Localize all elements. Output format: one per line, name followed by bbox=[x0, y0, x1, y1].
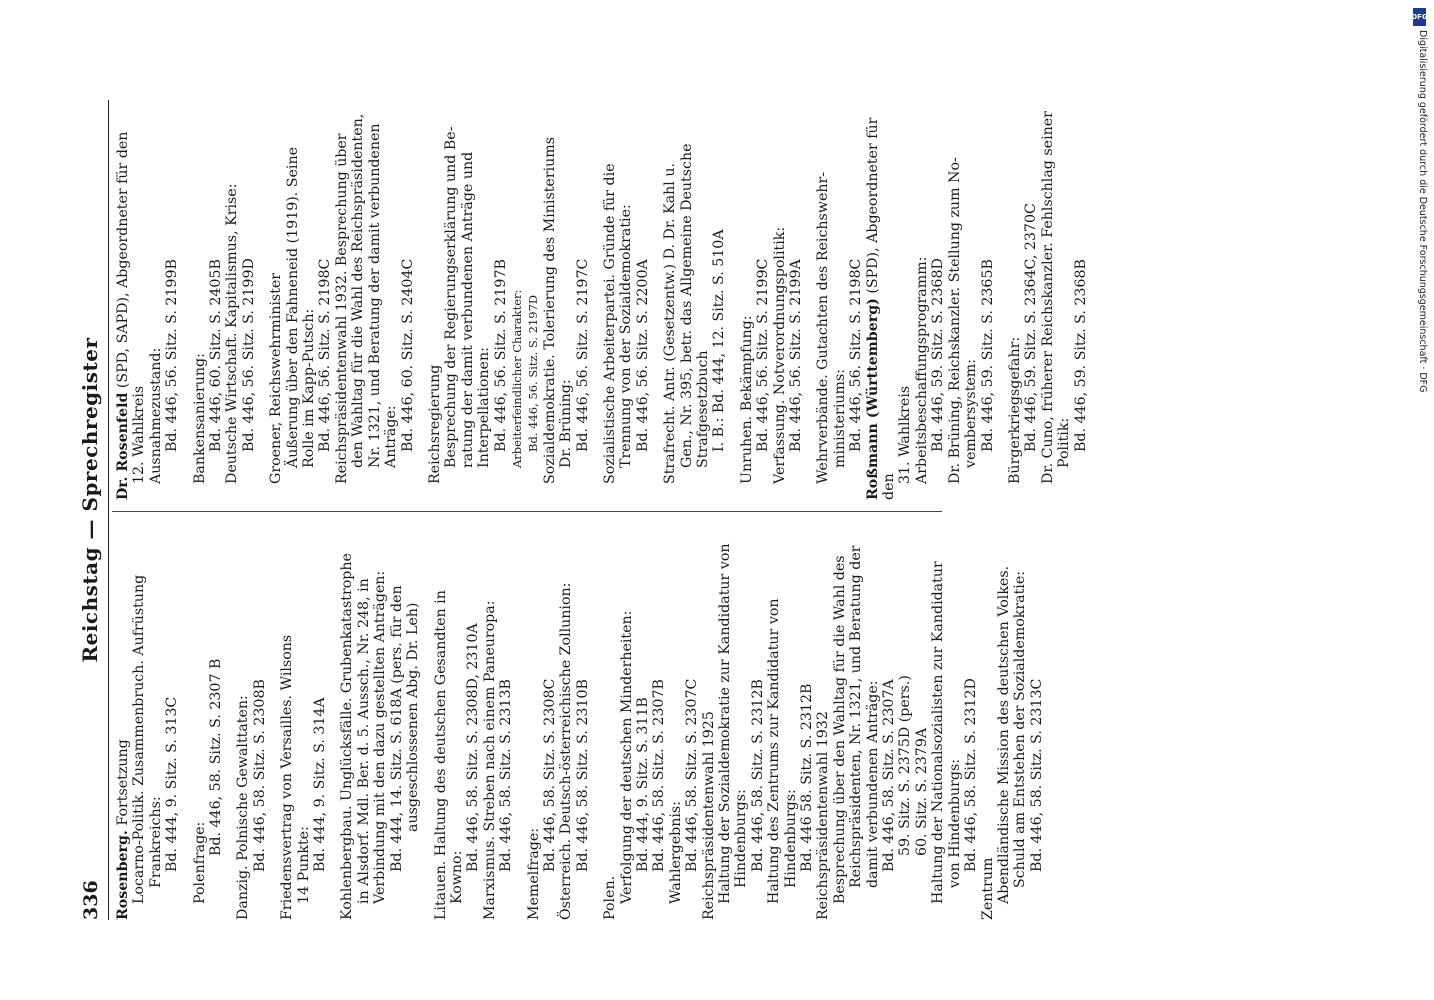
register-text: Danzig. Polnische Gewalttaten: bbox=[235, 695, 252, 920]
register-text: Gen., Nr. 395, betr. das Allgemeine Deutsche bbox=[678, 143, 695, 468]
register-line bbox=[498, 520, 514, 920]
register-line bbox=[865, 100, 898, 500]
entry-gap bbox=[416, 100, 427, 500]
register-line bbox=[947, 100, 963, 500]
register-text: Sozialdemokratie. Tolerierung des Ministeriums bbox=[541, 136, 558, 484]
register-line bbox=[733, 520, 749, 920]
register-line bbox=[383, 100, 399, 500]
register-line bbox=[651, 520, 667, 920]
register-line bbox=[372, 520, 388, 920]
register-text: Bd. 444, 14. Sitz. S. 618A (pers. für den bbox=[388, 585, 405, 872]
register-line bbox=[465, 520, 481, 920]
register-line bbox=[542, 520, 558, 920]
register-text: Strafgesetzbuch bbox=[695, 350, 711, 468]
register-line bbox=[558, 520, 574, 920]
column-divider bbox=[112, 511, 942, 512]
register-line bbox=[208, 100, 224, 500]
entry-gap bbox=[328, 520, 339, 920]
register-text: Bd. 446, 58. Sitz. S. 2308C bbox=[541, 678, 558, 872]
register-line bbox=[963, 520, 979, 920]
register-line bbox=[317, 100, 333, 500]
register-text: Politik: bbox=[1056, 417, 1073, 468]
register-line bbox=[701, 520, 717, 920]
register-text: Bd. 446, 58. Sitz. S. 2313C bbox=[1028, 678, 1045, 872]
page-number: 336 bbox=[80, 880, 102, 920]
register-line bbox=[788, 100, 804, 500]
register-line bbox=[131, 100, 147, 500]
entry-gap bbox=[181, 100, 192, 500]
register-line bbox=[914, 520, 930, 920]
entry-gap bbox=[181, 520, 192, 920]
register-text: Zentrum bbox=[979, 857, 996, 920]
register-text: Bd. 446, 59. Sitz. S. 2364C, 2370C bbox=[1023, 203, 1040, 452]
right-column bbox=[115, 100, 1089, 500]
register-text: Abendländische Mission des deutschen Volkes. bbox=[995, 565, 1012, 904]
register-line bbox=[996, 520, 1012, 920]
running-head: Reichstag — Sprechregister bbox=[78, 337, 102, 663]
register-line bbox=[865, 520, 881, 920]
register-text: Rolle im Kapp-Putsch: bbox=[301, 308, 318, 468]
register-text: Schuld am Entstehen der Sozialdemokratie: bbox=[1012, 570, 1029, 888]
register-text: Bd. 446, 56. Sitz. S. 2197D bbox=[526, 294, 541, 452]
register-text: Bd. 446, 56. Sitz. S. 2199C bbox=[755, 258, 772, 452]
register-line bbox=[963, 100, 979, 500]
register-line bbox=[241, 100, 257, 500]
register-line bbox=[449, 520, 465, 920]
register-text: Haltung der Sozialdemokratie zur Kandidatur von bbox=[717, 543, 733, 904]
register-line bbox=[832, 100, 848, 500]
register-line bbox=[755, 100, 771, 500]
register-line bbox=[602, 100, 618, 500]
header-rule bbox=[108, 100, 109, 920]
register-text: Bd. 446, 58. Sitz. S. 2308D, 2310A bbox=[465, 623, 482, 872]
register-line bbox=[148, 100, 164, 500]
register-text: Polen. bbox=[602, 875, 619, 920]
register-line bbox=[339, 520, 355, 920]
register-text: Haltung des Zentrums zur Kandidatur von bbox=[766, 598, 783, 904]
register-line bbox=[296, 520, 312, 920]
register-text: Bd. 446, 56. Sitz. S. 2199B bbox=[164, 259, 181, 452]
register-text: Hindenburgs: bbox=[733, 789, 750, 888]
register-line bbox=[252, 520, 268, 920]
register-line bbox=[930, 100, 946, 500]
entry-gap bbox=[591, 100, 602, 500]
register-text: ministeriums: bbox=[831, 368, 848, 468]
register-text: vembersystem: bbox=[963, 358, 980, 468]
register-line bbox=[619, 520, 635, 920]
register-text: Ausnahmezustand: bbox=[147, 347, 164, 484]
register-line bbox=[542, 100, 558, 500]
register-line bbox=[668, 520, 684, 920]
register-text: Reichspräsidentenwahl 1932. Besprechung über bbox=[333, 133, 350, 484]
register-text: Bd. 446, 58. Sitz. S. 2307 B bbox=[208, 658, 225, 856]
register-line bbox=[350, 100, 366, 500]
register-text: Nr. 1321, und Beratung der damit verbundenen bbox=[366, 123, 383, 468]
entry-gap bbox=[591, 520, 602, 920]
register-text: Verfolgung der deutschen Minderheiten: bbox=[618, 610, 635, 904]
register-text: Verfassung. Notverordnungspolitik: bbox=[771, 226, 788, 484]
register-text: Interpellationen: bbox=[476, 347, 493, 468]
entry-gap bbox=[257, 100, 268, 500]
register-line bbox=[799, 520, 815, 920]
register-text: Friedensvertrag von Versailles. Wilsons bbox=[279, 634, 296, 920]
register-line bbox=[433, 520, 449, 920]
register-text: Dr. Cuno, früherer Reichskanzler. Fehlschlag seiner bbox=[1039, 111, 1056, 484]
register-text: Bd. 446, 56. Sitz. S. 2200A bbox=[634, 259, 651, 452]
register-text: ausgeschlossenen Abg. Dr. Leh) bbox=[405, 602, 422, 832]
register-line bbox=[832, 520, 848, 920]
register-text: Besprechung über den Wahltag für die Wahl des bbox=[831, 555, 848, 904]
register-line bbox=[897, 520, 913, 920]
register-line bbox=[131, 520, 147, 920]
register-text: Marxismus. Streben nach einem Paneuropa: bbox=[481, 600, 498, 920]
register-line bbox=[192, 100, 208, 500]
register-text: Reichsregierung bbox=[426, 364, 443, 484]
register-text: 31. Wahlkreis bbox=[897, 385, 914, 484]
entry-gap bbox=[515, 520, 526, 920]
register-text: Bd. 446, 58. Sitz. S. 2308B bbox=[251, 679, 268, 872]
register-text: 14 Punkte: bbox=[295, 826, 312, 904]
register-text: Österreich. Deutsch-österreichische Zollunion: bbox=[558, 582, 575, 920]
register-text: I. B.: Bd. 444, 12. Sitz. S. 510A bbox=[711, 229, 728, 452]
register-text: Bd. 446 58. Sitz. S. 2312B bbox=[799, 683, 816, 872]
register-line bbox=[1073, 100, 1089, 500]
register-text: Bd. 446, 60. Sitz. S. 2404C bbox=[399, 258, 416, 452]
register-text: Äußerung über den Fahneneid (1919). Seine bbox=[284, 147, 301, 468]
register-line bbox=[930, 520, 946, 920]
register-line bbox=[164, 520, 180, 920]
register-text: Fortsetzung bbox=[115, 739, 131, 831]
register-line bbox=[482, 520, 498, 920]
register-text: Wahlergebnis: bbox=[667, 801, 684, 904]
register-text: Wehrverbände. Gutachten des Reichswehr- bbox=[815, 171, 832, 484]
register-text: Anträge: bbox=[383, 405, 400, 468]
register-text: von Hindenburgs: bbox=[946, 758, 963, 888]
register-text: Arbeitsbeschaffungsprogramm: bbox=[913, 256, 930, 484]
register-line bbox=[268, 100, 284, 500]
register-text: Frankreichs: bbox=[147, 796, 164, 888]
register-line bbox=[192, 520, 208, 920]
register-text: Arbeiterfeindlicher Charakter: bbox=[509, 289, 524, 468]
register-text: Trennung von der Sozialdemokratie: bbox=[618, 204, 635, 468]
register-line bbox=[164, 100, 180, 500]
register-text: Kohlenbergbau. Unglücksfälle. Grubenkatastrophe bbox=[339, 553, 356, 920]
register-line bbox=[684, 520, 700, 920]
entry-gap bbox=[996, 100, 1007, 500]
register-text: Kowno: bbox=[448, 850, 465, 904]
register-text: Dr. Brüning, Reichskanzler. Stellung zum No- bbox=[946, 157, 963, 484]
register-line bbox=[679, 100, 695, 500]
register-text: Polenfrage: bbox=[191, 821, 208, 904]
entry-gap bbox=[268, 520, 279, 920]
register-line bbox=[115, 100, 131, 500]
register-line bbox=[711, 100, 727, 500]
register-line bbox=[1056, 100, 1072, 500]
register-line bbox=[389, 520, 405, 920]
register-text: (SPD), Abgeordneter für den bbox=[864, 117, 898, 500]
speaker-name: Dr. Rosenfeld bbox=[115, 392, 131, 500]
register-line bbox=[558, 100, 574, 500]
speaker-name: Rosenberg. bbox=[115, 830, 131, 920]
register-line bbox=[405, 520, 421, 920]
register-text: Bd. 444, 9. Sitz. S. 314A bbox=[312, 697, 329, 872]
margin-strip bbox=[1410, 0, 1434, 1000]
register-line bbox=[400, 100, 416, 500]
register-line bbox=[312, 520, 328, 920]
entry-gap bbox=[224, 520, 235, 920]
register-text: Bd. 446, 56. Sitz. S. 2197B bbox=[492, 259, 509, 452]
register-line bbox=[772, 100, 788, 500]
digitization-credit: Digitalisierung gefördert durch die Deutsche Forschungsgemeinschaft · DFG bbox=[1417, 30, 1428, 393]
register-line bbox=[460, 100, 476, 500]
register-text: Reichspräsidentenwahl 1925 bbox=[700, 711, 717, 920]
register-text: Bd. 446, 58. Sitz. S. 2310B bbox=[574, 679, 591, 872]
register-line bbox=[783, 520, 799, 920]
register-line bbox=[1012, 520, 1028, 920]
register-line bbox=[980, 100, 996, 500]
register-line bbox=[1007, 100, 1023, 500]
register-line bbox=[301, 100, 317, 500]
register-text: Verbindung mit den dazu gestellten Anträgen: bbox=[372, 570, 389, 904]
register-text: Haltung der Nationalsozialisten zur Kandidatur bbox=[930, 561, 947, 904]
register-text: Bd. 446, 56. Sitz. S. 2199A bbox=[788, 259, 805, 452]
register-text: Deutsche Wirtschaft. Kapitalismus, Krise: bbox=[224, 183, 241, 484]
register-line bbox=[279, 520, 295, 920]
speaker-name: Roßmann (Württemberg) bbox=[864, 298, 881, 500]
register-text: Bd. 446, 59. Sitz. S. 2368D bbox=[930, 258, 947, 452]
register-text: Groener, Reichswehrminister bbox=[268, 272, 285, 484]
register-text: 59. Sitz. S. 2375D (pers.) bbox=[897, 675, 914, 856]
entry-gap bbox=[651, 100, 662, 500]
register-line bbox=[848, 100, 864, 500]
register-line bbox=[575, 100, 591, 500]
register-line bbox=[224, 100, 240, 500]
register-line bbox=[148, 520, 164, 920]
register-text: Bd. 446, 58. Sitz. S. 2307B bbox=[651, 679, 668, 872]
register-line bbox=[509, 100, 525, 500]
register-line bbox=[356, 520, 372, 920]
register-line bbox=[717, 520, 733, 920]
register-line bbox=[525, 100, 541, 500]
register-text: 60. Sitz. S. 2379A bbox=[913, 727, 930, 856]
register-line bbox=[897, 100, 913, 500]
register-text: in Alsdorf. Mdl. Ber. d. 5. Aussch., Nr. 248, in bbox=[355, 578, 372, 904]
register-line bbox=[980, 520, 996, 920]
register-line bbox=[662, 100, 678, 500]
register-text: den Wahltag für die Wahl des Reichspräsidenten, bbox=[350, 113, 367, 468]
register-line bbox=[881, 520, 897, 920]
left-column bbox=[115, 520, 1045, 920]
register-text: Dr. Brüning: bbox=[558, 379, 575, 468]
register-line bbox=[334, 100, 350, 500]
entry-gap bbox=[422, 520, 433, 920]
register-text: Litauen. Haltung des deutschen Gesandten in bbox=[432, 590, 449, 920]
register-line bbox=[1023, 100, 1039, 500]
register-line bbox=[575, 520, 591, 920]
register-line bbox=[635, 100, 651, 500]
entry-gap bbox=[804, 100, 815, 500]
register-text: Bd. 446, 58. Sitz. S. 2312D bbox=[963, 678, 980, 872]
register-text: Besprechung der Regierungserklärung und Be- bbox=[443, 126, 460, 468]
register-line bbox=[618, 100, 634, 500]
register-text: Bd. 446, 60. Sitz. S. 2405B bbox=[208, 259, 225, 452]
register-line bbox=[285, 100, 301, 500]
register-text: Memelfrage: bbox=[525, 827, 542, 920]
register-line bbox=[367, 100, 383, 500]
register-line bbox=[208, 520, 224, 920]
register-text: Bd. 446, 58. Sitz. S. 2307C bbox=[684, 678, 701, 872]
register-line bbox=[427, 100, 443, 500]
register-text: Bankensanierung: bbox=[191, 353, 208, 484]
register-text: Unruhen. Bekämpfung: bbox=[738, 315, 755, 484]
register-line bbox=[766, 520, 782, 920]
register-text: Bd. 446, 58. Sitz. S. 2313B bbox=[498, 679, 515, 872]
register-text: Bd. 446, 56. Sitz. S. 2197C bbox=[574, 258, 591, 452]
register-text: Bd. 446, 58. Sitz. S. 2312B bbox=[749, 679, 766, 872]
register-line bbox=[815, 520, 831, 920]
register-line bbox=[493, 100, 509, 500]
register-text: ratung der damit verbundenen Anträge und bbox=[459, 151, 476, 468]
register-line bbox=[914, 100, 930, 500]
register-text: Reichspräsidenten, Nr. 1321, und Beratung der bbox=[848, 545, 865, 888]
register-text: Bd. 444, 9. Sitz. S. 313C bbox=[164, 696, 181, 872]
register-text: Bürgerkriegsgefahr: bbox=[1006, 336, 1023, 484]
register-text: Bd. 444, 9. Sitz. S. 311B bbox=[634, 697, 651, 872]
register-line bbox=[815, 100, 831, 500]
register-line bbox=[476, 100, 492, 500]
register-text: (SPD, SAPD), Abgeordneter für den bbox=[115, 131, 131, 393]
register-text: Bd. 446, 56. Sitz. S. 2198C bbox=[317, 258, 334, 452]
register-line bbox=[635, 520, 651, 920]
register-line bbox=[750, 520, 766, 920]
register-line bbox=[235, 520, 251, 920]
register-line bbox=[115, 520, 131, 920]
register-line bbox=[443, 100, 459, 500]
register-text: Hindenburgs: bbox=[782, 789, 799, 888]
register-line bbox=[947, 520, 963, 920]
register-line bbox=[739, 100, 755, 500]
register-text: Locarno-Politik. Zusammenbruch. Aufrüstung bbox=[131, 574, 148, 904]
register-line bbox=[695, 100, 711, 500]
register-text: Bd. 446, 58. Sitz. S. 2307A bbox=[881, 679, 898, 872]
register-line bbox=[848, 520, 864, 920]
register-text: Sozialistische Arbeiterpartei. Gründe für die bbox=[601, 163, 618, 484]
register-line bbox=[1029, 520, 1045, 920]
register-line bbox=[1040, 100, 1056, 500]
register-text: Bd. 446, 56. Sitz. S. 2198C bbox=[848, 258, 865, 452]
dfg-logo-icon: DFG bbox=[1413, 8, 1426, 26]
register-text: 12. Wahlkreis bbox=[131, 385, 148, 484]
register-text: Strafrecht. Antr. (Gesetzentw.) D. Dr. Kahl u. bbox=[662, 163, 679, 484]
register-line bbox=[526, 520, 542, 920]
register-text: Reichspräsidentenwahl 1932 bbox=[815, 711, 832, 920]
entry-gap bbox=[728, 100, 739, 500]
register-text: Bd. 446, 59. Sitz. S. 2365B bbox=[979, 259, 996, 452]
register-line bbox=[602, 520, 618, 920]
register-text: Bd. 446, 56. Sitz. S. 2199D bbox=[240, 258, 257, 452]
register-text: Bd. 446, 59. Sitz. S. 2368B bbox=[1072, 259, 1089, 452]
register-text: damit verbundenen Anträge: bbox=[864, 680, 881, 888]
